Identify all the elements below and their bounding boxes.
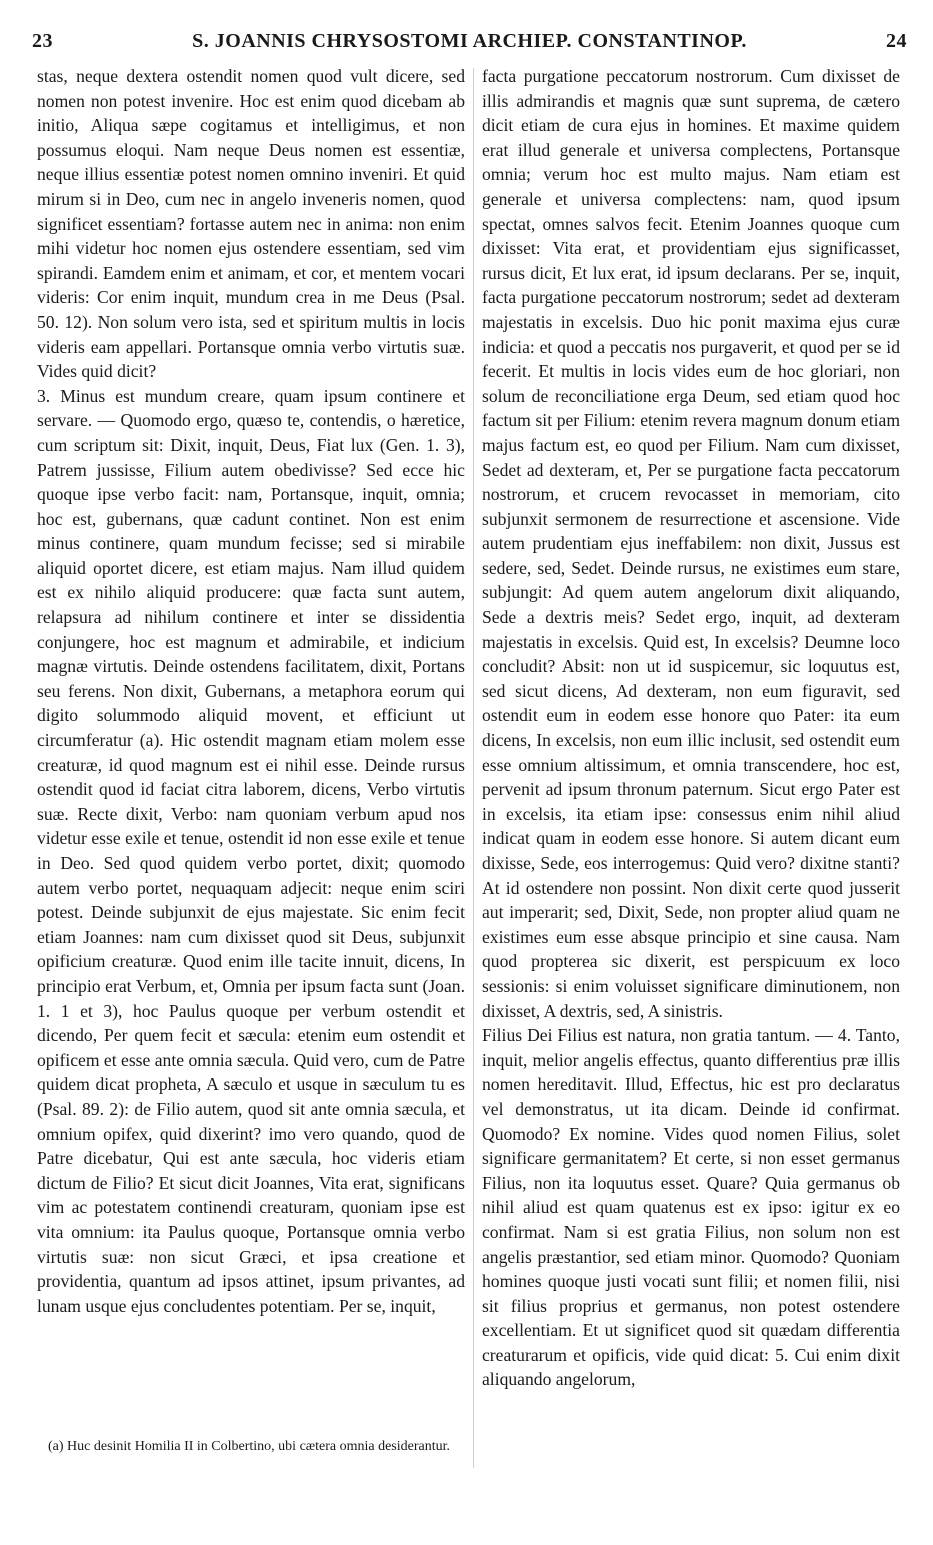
page-number-right: 24 (886, 30, 907, 52)
right-paragraph-2: Filius Dei Filius est natura, non gratia tantum. — 4. Tanto, inquit, melior angelis effectus, quanto differentius præ illis nomen hereditavit. Illud, Effectus, hic est pro declaratus vel demonstratus, ut ita dicam. Deinde id confirmat. Quomodo? Ex nomine. Vides quod nomen Filius, solet significare germanitatem? Et certe, si non esset germanus Filius, non ita loquutus esset. Quare? Quia germanus ob nihil aliud est quam quatenus est ex ipso: igitur ex eo confirmat. Nam si est gratia Filius, non solum non est angelis præstantior, sed etiam minor. Quomodo? Quoniam homines quoque justi vocati sunt filii; et nomen filii, nisi sit filius proprius et germanus, non potest ostendere excellentiam. Et ut significet quod sit quædam differentia creaturarum et opificis, vide quid dicat: 5. Cui enim dixit aliquando angelorum, (482, 1025, 900, 1390)
left-paragraph-2: 3. Minus est mundum creare, quam ipsum continere et servare. — Quomodo ergo, quæso te, contendis, o hæretice, cum scriptum sit: Dixit, inquit, Deus, Fiat lux (Gen. 1. 3), Patrem jussisse, Filium autem obedivisse? Sed ecce hic quoque ipse verbo facit: nam, Portansque, inquit, omnia; hoc est, gubernans, quæ cadunt continet. Non est enim minus continere, quam mundum fecisse; sed si mirabile aliquid oportet dicere, est etiam majus. Nam illud quidem est ex nihilo aliquid producere: quæ facta sunt autem, relapsura ad nihilum continere et inter se dissidentia conjungere, hoc est magnum et admirabile, et indicium magnæ virtutis. Deinde ostendens facilitatem, dixit, Portans seu ferens. Non dixit, Gubernans, a metaphora eorum qui digito solummodo aliquid movent, et efficiunt ut circumferatur (a). Hic ostendit magnam etiam molem esse creaturæ, id quod magnum est ei nihil esse. Deinde rursus ostendit quod id faciat citra laborem, dicens, Verbo virtutis suæ. Recte dixit, Verbo: nam quoniam verbum apud nos videtur esse exile et tenue, ostendit id non esse exile et tenue in Deo. Sed quod quidem verbo portet, dixit; quomodo autem verbo portet, nequaquam adjecit: neque enim sciri potest. Deinde subjunxit de ejus majestate. Sic enim fecit etiam Joannes: nam cum dixisset quod sit Deus, subjunxit opificium creaturæ. Quod enim ille tacite innuit, dicens, In principio erat Verbum, et, Omnia per ipsum facta sunt (Joan. 1. 1 et 3), hoc Paulus quoque per verbum ostendit et dicendo, Per quem fecit et sæcula: etenim eum ostendit et opificem et esse ante omnia sæcula. Quid vero, cum de Patre quidem dicat propheta, A sæculo et usque in sæculum tu es (Psal. 89. 2): de Filio autem, quod sit ante omnia sæcula, et omnium opifex, quid dixerint? imo vero quando, quod de Patre dicebatur, Qui est ante sæcula, hoc videris etiam dictum de Filio? Et sicut dicit Joannes, Vita erat, significans vim ac potestatem continendi creaturam, quoniam ipse est vita omnium: ita Paulus quoque, Portansque omnia verbo virtutis suæ: non sicut Græci, et ipsa creatione et providentia, quantum ad ipsos attinet, ipsum privantes, ad lunam usque ejus concludentes potentiam. Per se, inquit, (37, 385, 465, 1316)
page-number-left: 23 (32, 30, 53, 52)
left-column (37, 64, 465, 1318)
column-divider (473, 68, 474, 1468)
right-column (482, 64, 900, 1392)
footnote: (a) Huc desinit Homilia II in Colbertino, ubi cætera omnia desiderantur. (48, 1439, 451, 1454)
running-head (28, 30, 911, 62)
left-paragraph-1: stas, neque dextera ostendit nomen quod vult dicere, sed nomen non potest invenire. Hoc est enim quod dicebam ab initio, Aliqua sæpe cogitamus et intelligimus, et non possumus eloqui. Nam neque Deus nomen est essentiæ, neque illius essentiæ potest nomen omnino inveniri. Et quid mirum si in Deo, cum nec in angelo inveneris nomen, quod significet essentiam? fortasse autem nec in anima: non enim mihi videtur hoc nomen ejus ostendere essentiam, sed vim spirandi. Eamdem enim et animam, et cor, et mentem vocari videris: Cor enim inquit, mundum crea in me Deus (Psal. 50. 12). Non solum vero ista, sed et spiritum multis in locis videris eam appellari. Portansque omnia verbo virtutis suæ. Vides quid dicit? (37, 66, 465, 382)
right-paragraph-1: facta purgatione peccatorum nostrorum. Cum dixisset de illis admirandis et magnis quæ sunt suprema, de cætero dicit etiam de cura ejus in homines. Et maxime quidem erat illud generale et universa complectens, Portansque omnia; verum hoc est multo majus. Nam etiam est generale et universa complectens: nam, quod ipsum spectat, omnes salvos fecit. Etenim Joannes quoque cum dixisset: Vita erat, et providentiam ejus significasset, rursus dicit, Et lux erat, id ipsum declarans. Per se, inquit, facta purgatione peccatorum nostrorum; sedet ad dexteram majestatis in excelsis. Duo hic ponit maxima ejus curæ indicia: et quod a peccatis nos purgaverit, et quod per se id fecerit. Et multis in locis vides eum de hoc gloriari, non solum de reconciliatione erga Deum, sed etiam quod hoc factum sit per Filium: etenim revera magnum donum etiam majus factum est, eo quod per Filium. Nam cum dixisset, Sedet ad dexteram, et, Per se purgatione facta peccatorum nostrorum, et crucem revocasset in memoriam, cito subjunxit sermonem de resurrectione et ascensione. Vide autem prudentiam ejus ineffabilem: non dixit, Jussus est sedere, sed, Sedet. Deinde rursus, ne existimes eum stare, subjungit: Ad quem autem angelorum dixit aliquando, Sede a dextris meis? Sedet ergo, inquit, ad dexteram majestatis in excelsis. Quid est, In excelsis? Deumne loco concludit? Absit: non ut id suspicemur, sic loquutus est, sed sicut dicens, Ad dexteram, non eum figuravit, sed ostendit eum in eodem esse honore quo Pater: ita eum dicens, In excelsis, non eum illic inclusit, sed ostendit eum esse omnium altissimum, et omnia transcendere, hoc est, pervenit ad ipsum thronum paternum. Sicut ergo Pater est in excelsis, ita etiam ipse: consessus enim nihil aliud indicat quam in eodem esse honore. Si autem dicant eum dixisse, Sede, eos interrogemus: Quid vero? dixitne stanti? At id ostendere non possint. Non dixit certe quod jusserit aut imperarit; sed, Dixit, Sede, non propter aliud quam ne existimes eum esse absque principio et sine causa. Nam quod propterea sic dixerit, est perspicuum ex loco sessionis: si enim voluisset significare diminutionem, non dixisset, A dextris, sed, A sinistris. (482, 66, 900, 1021)
running-title: S. JOANNIS CHRYSOSTOMI ARCHIEP. CONSTANTINOP. (192, 30, 747, 52)
